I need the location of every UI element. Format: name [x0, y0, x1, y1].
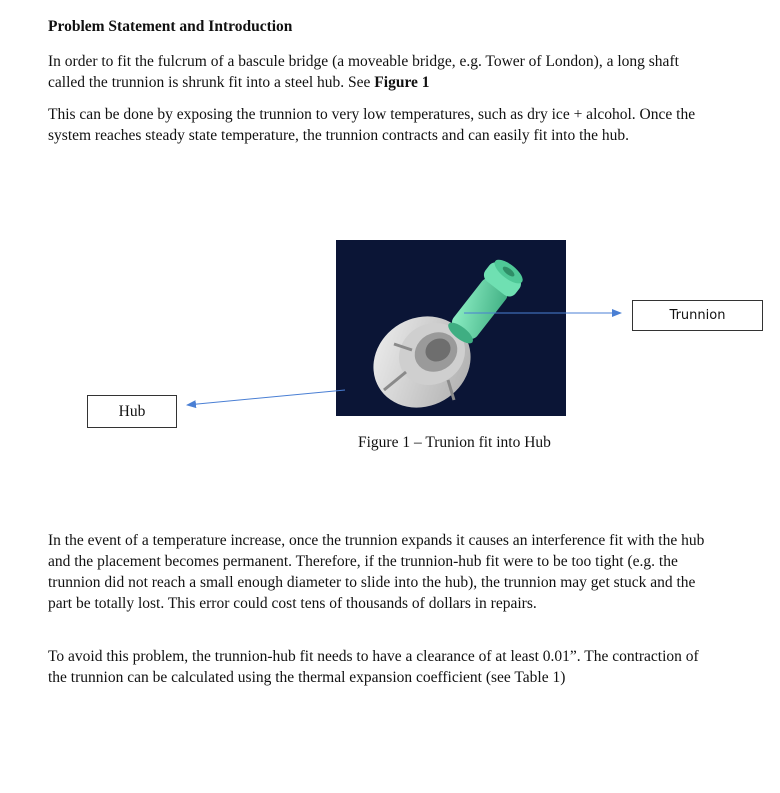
figure-caption: Figure 1 – Trunion fit into Hub — [358, 434, 551, 451]
figure-image — [336, 240, 566, 416]
paragraph-risk: In the event of a temperature increase, once the trunnion expands it causes an interference fit with the hub and the placement becomes permanent. Therefore, if the trunnion-hub fit were to be too tight (e.g. the trunnion did not reach a small enough diameter to slide into the hub), the trunnion may get stuck and the part be totally lost. This error could cost tens of thousands of dollars in repairs. — [48, 532, 705, 612]
trunnion-label: Trunnion — [632, 300, 763, 331]
figure-reference: Figure 1 — [374, 74, 430, 91]
paragraph-method: This can be done by exposing the trunnion to very low temperatures, such as dry ice + alcohol. Once the system reaches steady state temperature, the trunnion contracts and can easily fit into the hub. — [48, 106, 696, 144]
section-heading: Problem Statement and Introduction — [48, 18, 293, 35]
paragraph-intro-text: In order to fit the fulcrum of a bascule bridge (a moveable bridge, e.g. Tower of London), a long shaft called the trunnion is shrunk fit into a steel hub. See — [48, 53, 679, 91]
paragraph-intro — [48, 51, 708, 93]
trunnion-hub-render — [336, 240, 566, 416]
hub-arrow — [187, 390, 345, 405]
trunnion-part — [442, 254, 528, 349]
paragraph-clearance: To avoid this problem, the trunnion-hub fit needs to have a clearance of at least 0.01”. The contraction of the trunnion can be calculated using the thermal expansion coefficient (see Table 1) — [48, 648, 699, 686]
hub-label: Hub — [87, 395, 177, 428]
